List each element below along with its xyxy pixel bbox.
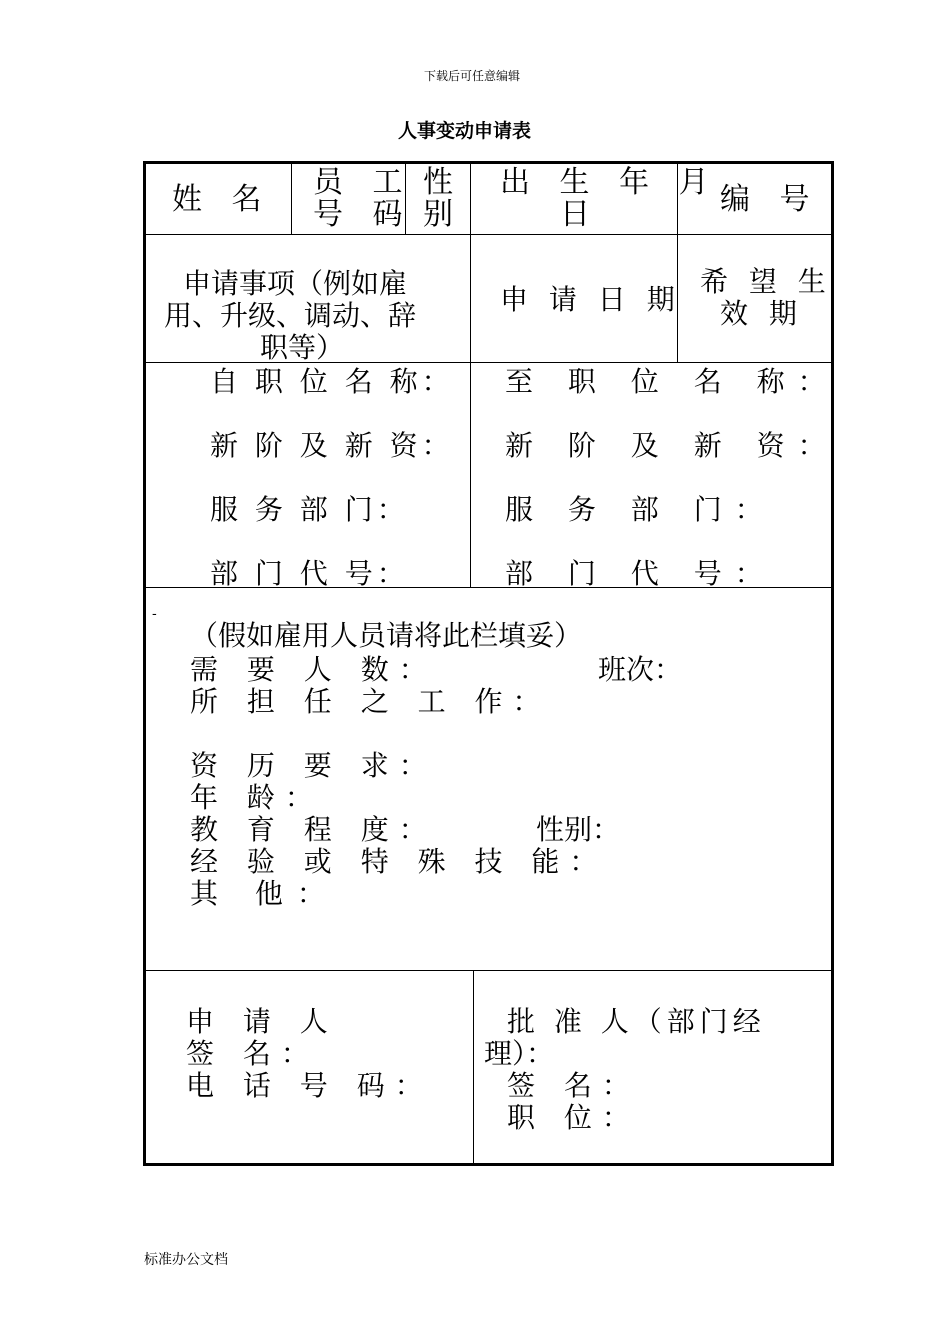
label-shift: 班次： — [598, 653, 683, 686]
table-border-bottom — [143, 1163, 834, 1166]
label-gender-requirement: 性别： — [536, 813, 621, 846]
table-border-top — [143, 161, 834, 164]
label-serial-no: 编 号 — [720, 182, 820, 217]
footer-note: 标准办公文档 — [144, 1252, 228, 1268]
label-to-position: 至 职 位 名 称： — [505, 365, 839, 398]
label-age: 年 龄： — [190, 781, 323, 814]
form-title: 人事变动申请表 — [398, 120, 532, 142]
label-approver-position: 职 位： — [507, 1101, 640, 1134]
label-phone-number: 电 话 号 码： — [186, 1069, 433, 1102]
table-border-right — [831, 161, 834, 1166]
column-divider — [473, 970, 474, 1166]
label-applicant-signature: 签 名： — [186, 1037, 319, 1070]
label-approver-line1: 批 准 人（部门经 — [507, 1005, 766, 1038]
label-from-dept-code: 部 门 代 号： — [210, 557, 409, 590]
label-qualification: 资 历 要 求： — [190, 749, 437, 782]
label-birth-line2: 日 — [560, 197, 600, 232]
row-divider — [143, 970, 834, 971]
label-headcount: 需 要 人 数： — [190, 653, 437, 686]
table-border-left — [143, 161, 146, 1166]
label-apply-date: 申 请 日 期 — [500, 283, 681, 316]
header-note: 下载后可任意编辑 — [424, 69, 521, 83]
label-experience-skills: 经 验 或 特 殊 技 能： — [190, 845, 608, 878]
column-divider — [291, 161, 292, 235]
dash-mark: - — [152, 606, 157, 622]
label-duty: 所 担 任 之 工 作： — [190, 685, 551, 718]
row-divider — [143, 234, 834, 235]
label-gender-line1: 性 — [423, 165, 463, 200]
label-to-grade-salary: 新 阶 及 新 资： — [505, 429, 839, 462]
label-employee-no-line1: 员 工 — [313, 165, 413, 200]
label-name: 姓 名 — [172, 182, 272, 217]
label-other: 其 他： — [190, 877, 339, 910]
label-effective-date-line1: 希 望 生 — [700, 265, 832, 298]
label-birth-line1: 出 生 年 月 — [500, 165, 719, 200]
row-divider — [143, 362, 834, 363]
column-divider — [470, 161, 471, 235]
label-approver-line2: 理）： — [484, 1037, 555, 1070]
label-applicant: 申 请 人 — [186, 1005, 338, 1038]
label-gender-line2: 别 — [423, 197, 463, 232]
label-from-department: 服 务 部 门： — [210, 493, 409, 526]
label-to-department: 服 务 部 门： — [505, 493, 776, 526]
label-employee-no-line2: 号 码 — [313, 197, 413, 232]
label-apply-matter-line1: 申请事项（例如雇 — [183, 267, 408, 300]
label-education: 教 育 程 度： — [190, 813, 437, 846]
column-divider — [470, 234, 471, 588]
hiring-note: （假如雇用人员请将此栏填妥） — [190, 619, 583, 652]
label-from-position: 自 职 位 名 称： — [210, 365, 454, 398]
label-approver-signature: 签 名： — [507, 1069, 640, 1102]
label-effective-date-line2: 效 期 — [720, 297, 803, 330]
label-to-dept-code: 部 门 代 号： — [505, 557, 776, 590]
label-apply-matter-line3: 职等） — [260, 331, 345, 364]
label-apply-matter-line2: 用、升级、调动、辞 — [164, 299, 417, 332]
label-from-grade-salary: 新 阶 及 新 资： — [210, 429, 454, 462]
